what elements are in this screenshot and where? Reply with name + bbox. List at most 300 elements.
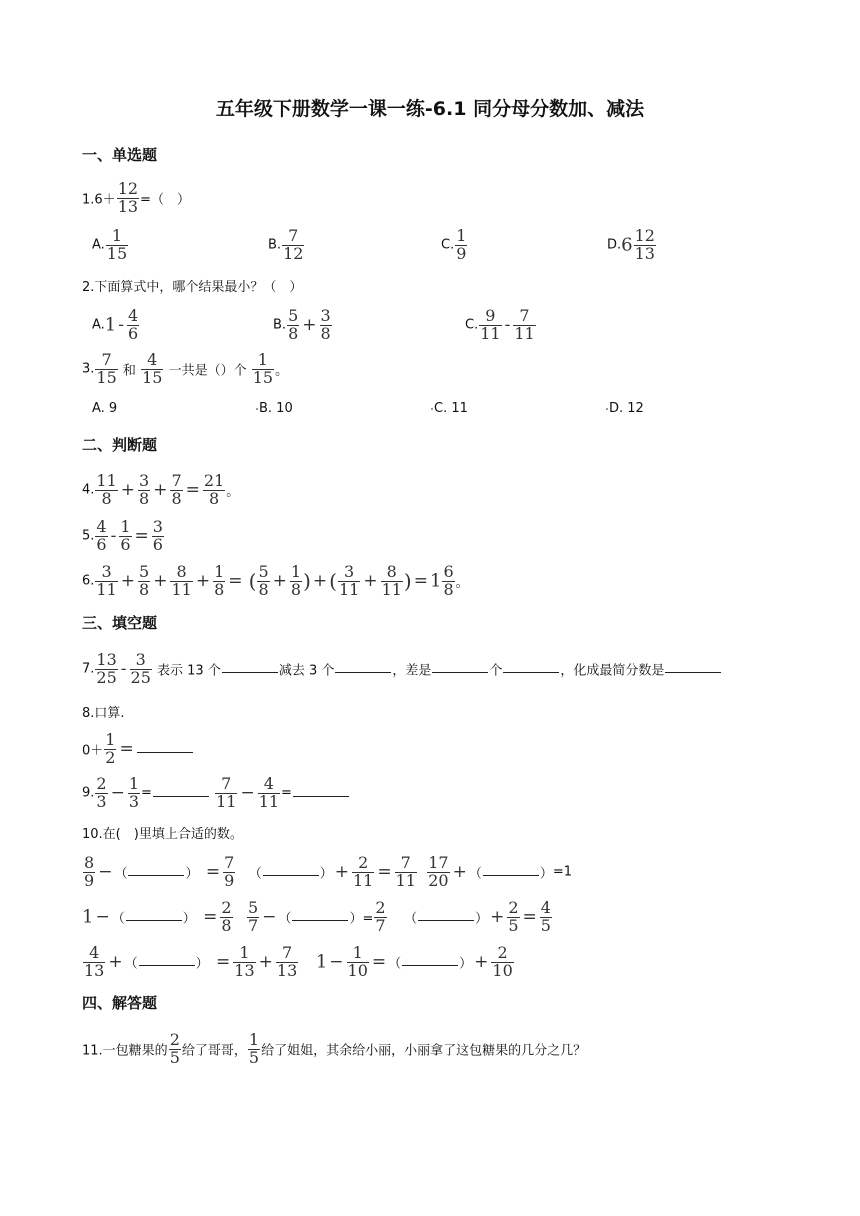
math-text: −: [240, 783, 255, 803]
fraction: [381, 564, 403, 598]
fraction: [540, 900, 552, 934]
denominator: 9: [84, 871, 95, 890]
math-text: ，差是: [392, 663, 432, 679]
denominator: 11: [514, 324, 535, 343]
question-10: 10.在( )里填上合适的数。: [82, 827, 243, 842]
math-text: 给了姐姐，其余给小丽，小丽拿了这包糖果的几分之几？: [261, 1043, 587, 1059]
math-text: +: [120, 571, 136, 591]
denominator: 6: [128, 324, 139, 343]
fraction: [479, 308, 501, 342]
math-text: 9.: [82, 785, 95, 801]
numerator: 3: [152, 517, 163, 536]
denominator: 15: [252, 368, 274, 387]
answer-blank[interactable]: [292, 908, 348, 921]
denominator: 6: [96, 535, 107, 554]
answer-blank[interactable]: [293, 784, 349, 797]
answer-blank[interactable]: [222, 660, 278, 673]
numerator: 2: [169, 1030, 180, 1049]
math-text: A.: [92, 237, 105, 253]
math-text: +: [334, 862, 349, 882]
answer-blank[interactable]: [126, 908, 182, 921]
numerator: 7: [224, 853, 235, 872]
math-text: 0＋: [82, 743, 104, 759]
answer-blank[interactable]: [153, 784, 209, 797]
fraction: [258, 776, 280, 810]
math-text: ）: [539, 866, 553, 882]
numerator: 1: [120, 517, 131, 536]
math-text: =: [228, 571, 243, 591]
math-text: -: [118, 315, 124, 335]
fraction: [104, 732, 116, 766]
denominator: 13: [234, 961, 255, 980]
math-text: 1: [315, 951, 328, 973]
denominator: 15: [106, 244, 128, 263]
numerator: 2: [96, 774, 107, 793]
denominator: 11: [480, 324, 501, 343]
denominator: 11: [96, 580, 117, 599]
math-text: +: [302, 315, 317, 335]
question-7: [82, 652, 722, 686]
fraction: [203, 473, 225, 507]
denominator: 5: [540, 916, 551, 935]
question-5: [82, 519, 165, 553]
numerator: 1: [456, 226, 467, 245]
section-heading-word-problems: 四、解答题: [82, 994, 158, 1012]
fraction: [252, 352, 274, 386]
math-text: ): [303, 569, 311, 593]
numerator: 9: [485, 306, 496, 325]
math-text: −: [110, 783, 125, 803]
math-text: +: [272, 571, 287, 591]
denominator: 13: [117, 197, 139, 216]
fraction: [215, 776, 237, 810]
denominator: 11: [381, 580, 402, 599]
math-text: ）: [319, 866, 333, 882]
math-text: （: [111, 911, 125, 927]
answer-blank[interactable]: [483, 863, 539, 876]
fraction: [138, 564, 150, 598]
answer-blank[interactable]: [335, 660, 391, 673]
question-11: [82, 1032, 586, 1066]
math-text: +: [153, 480, 168, 500]
denominator: 13: [634, 244, 655, 263]
numerator: 21: [203, 471, 225, 490]
math-text: ）: [182, 911, 196, 927]
q1-option-b[interactable]: [268, 228, 305, 262]
math-text: −: [98, 862, 113, 882]
denominator: 8: [290, 580, 302, 599]
math-text: 。: [226, 484, 240, 500]
denominator: 8: [443, 580, 454, 599]
numerator: 17: [428, 853, 449, 872]
numerator: 7: [221, 774, 232, 793]
answer-blank[interactable]: [418, 908, 474, 921]
denominator: 5: [169, 1048, 180, 1067]
answer-blank[interactable]: [503, 660, 559, 673]
denominator: 2: [105, 748, 116, 767]
math-text: 4.: [82, 482, 95, 498]
denominator: 12: [283, 244, 304, 263]
numerator: 3: [101, 562, 112, 581]
fraction: [95, 352, 117, 386]
fraction: [170, 473, 182, 507]
fraction: [395, 855, 417, 889]
numerator: 3: [135, 650, 146, 669]
denominator: 13: [84, 961, 105, 980]
math-text: =: [134, 526, 149, 546]
denominator: 11: [171, 580, 192, 599]
math-text: (: [329, 569, 337, 593]
math-text: =: [413, 571, 428, 591]
radio-dot-icon: [606, 408, 608, 410]
q10-row-1: [82, 855, 572, 889]
math-text: 3.: [82, 361, 95, 377]
fraction: [220, 900, 232, 934]
math-text: [303, 955, 315, 970]
numerator: 1: [257, 350, 268, 369]
math-text: +: [153, 571, 168, 591]
fraction: [374, 900, 386, 934]
denominator: 25: [96, 668, 117, 687]
math-text: +: [474, 952, 489, 972]
q2-option-b[interactable]: [273, 308, 333, 342]
math-text: （: [391, 911, 418, 927]
math-text: 5.: [82, 528, 95, 544]
denominator: 5: [248, 1048, 260, 1067]
numerator: 4: [263, 774, 274, 793]
numerator: 5: [288, 306, 299, 325]
math-text: 6: [621, 234, 633, 256]
numerator: 2: [221, 898, 232, 917]
math-text: -: [120, 659, 127, 679]
numerator: 11: [96, 471, 117, 490]
math-text: 1.6＋: [82, 192, 116, 208]
fraction: [169, 1032, 181, 1066]
fraction: [106, 228, 128, 262]
numerator: 2: [375, 898, 386, 917]
answer-blank[interactable]: [139, 953, 195, 966]
denominator: 8: [139, 580, 150, 599]
q3-option-c[interactable]: C. 11: [431, 401, 468, 416]
denominator: 15: [96, 368, 117, 387]
math-text: ）: [185, 866, 199, 882]
section-heading-true-false: 二、判断题: [82, 436, 158, 454]
math-text: C.: [441, 237, 455, 253]
fraction: [127, 308, 139, 342]
math-text: =: [185, 480, 200, 500]
fraction: [352, 855, 374, 889]
question-2: 2.下面算式中，哪个结果最小？（ ）: [82, 280, 303, 295]
fraction: [138, 473, 150, 507]
math-text: =: [377, 862, 392, 882]
denominator: 8: [221, 916, 232, 935]
page-title: 五年级下册数学一课一练-6.1 同分母分数加、减法: [215, 98, 645, 120]
math-text: ）: [475, 911, 489, 927]
numerator: 4: [96, 517, 107, 536]
numerator: 2: [497, 943, 508, 962]
math-text: [238, 910, 246, 925]
math-text: ): [403, 569, 412, 593]
section-heading-single-choice: 一、单选题: [82, 146, 158, 164]
q10-row-3: [82, 945, 515, 979]
math-text: D.: [607, 237, 622, 253]
answer-blank[interactable]: [263, 863, 319, 876]
numerator: 7: [171, 471, 182, 490]
numerator: 4: [89, 943, 100, 962]
math-text: [422, 865, 426, 880]
math-text: C.: [465, 317, 479, 333]
fraction: [233, 945, 255, 979]
numerator: 7: [400, 853, 411, 872]
numerator: 1: [352, 943, 363, 962]
numerator: 5: [139, 562, 150, 581]
denominator: 11: [352, 871, 374, 890]
fraction: [141, 352, 163, 386]
q3-option-d[interactable]: D. 12: [606, 401, 644, 416]
fraction: [338, 564, 360, 598]
math-text: -: [504, 315, 511, 335]
question-8: 8.口算.: [82, 706, 125, 721]
denominator: 8: [320, 324, 331, 343]
math-text: 减去 3 个: [278, 663, 335, 679]
fraction: [320, 308, 332, 342]
denominator: 6: [152, 535, 163, 554]
fraction: [119, 519, 131, 553]
numerator: 1: [239, 943, 250, 962]
math-text: 1: [82, 906, 94, 928]
math-text: +: [120, 480, 136, 500]
q3-option-a[interactable]: A. 9: [92, 401, 118, 416]
math-text: （: [114, 866, 128, 882]
numerator: 1: [214, 562, 225, 581]
math-text: +: [258, 952, 273, 972]
radio-dot-icon: [256, 408, 258, 410]
math-text: 1: [104, 314, 117, 336]
fraction: [83, 945, 105, 979]
math-text: +: [490, 907, 505, 927]
answer-blank[interactable]: [128, 863, 184, 876]
numerator: 4: [128, 306, 139, 325]
denominator: 3: [128, 792, 140, 811]
fraction: [95, 652, 117, 686]
fraction: [95, 473, 117, 507]
numerator: 8: [386, 562, 397, 581]
numerator: 1: [128, 774, 140, 793]
math-text: =1: [552, 864, 573, 880]
math-text: −: [329, 952, 344, 972]
fraction: [513, 308, 535, 342]
fraction: [117, 181, 139, 215]
numerator: 1: [290, 562, 302, 581]
denominator: 7: [247, 916, 259, 935]
math-text: =: [522, 907, 537, 927]
math-text: +: [363, 571, 378, 591]
q1-option-c[interactable]: [441, 228, 468, 262]
denominator: 11: [395, 871, 416, 890]
numerator: 4: [147, 350, 158, 369]
denominator: 15: [142, 368, 163, 387]
numerator: 1: [105, 730, 116, 749]
denominator: 9: [224, 871, 235, 890]
numerator: 2: [508, 898, 519, 917]
denominator: 8: [258, 580, 269, 599]
numerator: 1: [248, 1030, 260, 1049]
denominator: 3: [96, 792, 107, 811]
math-text: +: [108, 952, 123, 972]
math-text: =（ ）: [140, 192, 190, 208]
denominator: 13: [276, 961, 298, 980]
math-text: =: [200, 862, 221, 882]
math-text: +: [312, 571, 328, 591]
q1-option-a[interactable]: [92, 228, 129, 262]
numerator: 2: [358, 853, 369, 872]
math-text: ）=: [349, 911, 374, 927]
denominator: 8: [214, 580, 225, 599]
math-text: 给了哥哥，: [181, 1043, 247, 1059]
math-text: 11.一包糖果的: [82, 1043, 168, 1059]
math-text: ，化成最简分数是: [560, 663, 665, 679]
question-3: [82, 352, 288, 386]
denominator: 9: [456, 244, 467, 263]
numerator: 8: [176, 562, 187, 581]
math-text: =: [119, 739, 134, 759]
denominator: 8: [95, 490, 117, 507]
math-text: 个: [489, 663, 503, 679]
numerator: 13: [96, 650, 117, 669]
math-text: ）: [195, 956, 209, 972]
section-heading-fill-blank: 三、填空题: [82, 614, 158, 632]
answer-blank[interactable]: [432, 660, 488, 673]
math-text: 。: [455, 575, 469, 591]
math-text: =: [197, 907, 218, 927]
answer-blank[interactable]: [137, 740, 193, 753]
numerator: 7: [288, 226, 299, 245]
fraction: [282, 228, 304, 262]
math-text: ）: [459, 956, 473, 972]
fraction: [491, 945, 513, 979]
numerator: 8: [84, 853, 95, 872]
denominator: 6: [120, 535, 131, 554]
math-text: =: [210, 952, 231, 972]
math-text: B.: [268, 237, 282, 253]
denominator: 8: [139, 489, 150, 508]
math-text: 表示 13 个: [157, 663, 221, 679]
denominator: 25: [130, 668, 151, 687]
numerator: 6: [443, 562, 454, 581]
denominator: 10: [492, 961, 513, 980]
numerator: 3: [139, 471, 150, 490]
fraction: [442, 564, 454, 598]
denominator: 8: [288, 324, 299, 343]
numerator: 7: [101, 350, 112, 369]
q1-option-d[interactable]: [607, 228, 657, 262]
numerator: 1: [111, 226, 123, 245]
numerator: 3: [320, 306, 331, 325]
denominator: 11: [216, 792, 237, 811]
fraction: [223, 855, 235, 889]
fraction: [290, 564, 302, 598]
q2-option-c[interactable]: [465, 308, 537, 342]
fraction: [83, 855, 95, 889]
fraction: [634, 228, 656, 262]
fraction: [152, 519, 164, 553]
math-text: 1: [429, 570, 442, 592]
numerator: 5: [247, 898, 259, 917]
math-text: =: [371, 952, 387, 972]
math-text: （: [388, 956, 402, 972]
question-8-expression: [82, 732, 194, 766]
numerator: 4: [540, 898, 551, 917]
fraction: [347, 945, 369, 979]
math-text: B.: [273, 317, 287, 333]
question-4: [82, 473, 239, 507]
math-text: （: [124, 956, 138, 972]
math-text: 6.: [82, 573, 95, 589]
q2-option-a[interactable]: [92, 308, 140, 342]
math-text: (: [248, 569, 257, 593]
fraction: [170, 564, 192, 598]
fraction: [95, 519, 107, 553]
math-text: 和: [122, 363, 136, 379]
fraction: [455, 228, 467, 262]
fraction: [130, 652, 152, 686]
fraction: [248, 1032, 260, 1066]
fraction: [95, 776, 107, 810]
fraction: [128, 776, 140, 810]
math-text: +: [195, 571, 211, 591]
q10-row-2: [82, 900, 553, 934]
denominator: 11: [258, 792, 280, 811]
numerator: 12: [117, 179, 139, 198]
answer-blank[interactable]: [402, 953, 458, 966]
math-text: （: [240, 866, 262, 882]
numerator: 5: [258, 562, 269, 581]
numerator: 3: [344, 562, 355, 581]
fraction: [95, 564, 117, 598]
denominator: 11: [338, 580, 360, 599]
math-text: （: [278, 911, 292, 927]
math-text: +: [452, 862, 467, 882]
fraction: [276, 945, 298, 979]
math-text: −: [262, 907, 277, 927]
fraction: [287, 308, 299, 342]
math-text: -: [110, 526, 117, 546]
math-text: 7.: [82, 661, 95, 677]
radio-dot-icon: [431, 408, 433, 410]
fraction: [427, 855, 449, 889]
question-1: [82, 181, 190, 215]
answer-blank[interactable]: [665, 660, 721, 673]
numerator: 7: [519, 306, 530, 325]
math-text: 。: [275, 363, 289, 379]
denominator: 8: [203, 490, 225, 507]
fraction: [257, 564, 269, 598]
math-text: 一共是（）个: [168, 363, 247, 379]
denominator: 10: [347, 961, 368, 980]
math-text: =: [281, 785, 292, 801]
denominator: 8: [171, 489, 182, 508]
fraction: [507, 900, 519, 934]
q3-option-b[interactable]: B. 10: [256, 401, 293, 416]
fraction: [213, 564, 225, 598]
denominator: 7: [375, 916, 386, 935]
math-text: =: [141, 785, 152, 801]
denominator: 20: [428, 871, 449, 890]
math-text: （: [468, 866, 482, 882]
numerator: 7: [281, 943, 293, 962]
math-text: A.: [92, 317, 105, 333]
question-9: [82, 776, 350, 810]
